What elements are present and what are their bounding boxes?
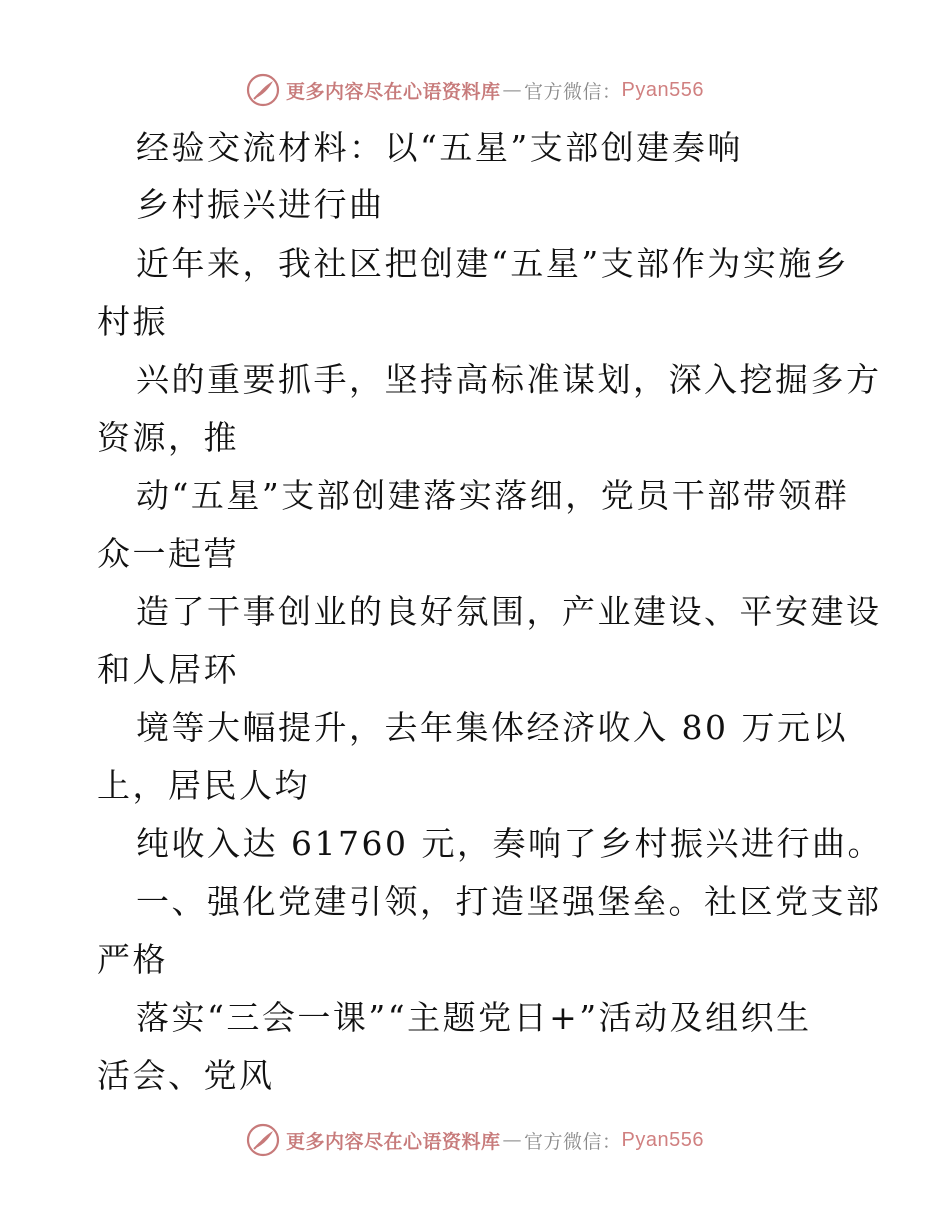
banner-main-text: 更多内容尽在心语资料库: [286, 80, 501, 103]
text-line: 资源，推: [97, 418, 239, 457]
text-line: 动“五星”支部创建落实落细，党员干部带领群: [136, 476, 850, 515]
text-line: 纯收入达 61760 元，奏响了乡村振兴进行曲。: [136, 824, 883, 863]
text-line: 兴的重要抓手，坚持高标准谋划，深入挖掘多方: [136, 360, 882, 399]
text-line: 经验交流材料：以“五星”支部创建奏响: [136, 128, 743, 167]
banner-dash: —: [502, 1129, 523, 1151]
banner-wechat-id: Pyan556: [621, 78, 704, 101]
text-line: 乡村振兴进行曲: [136, 185, 385, 224]
feather-pen-logo-icon: [246, 73, 280, 107]
feather-pen-logo-icon: [246, 1123, 280, 1157]
banner-wechat-label: 官方微信：: [524, 80, 622, 103]
text-line: 造了干事创业的良好氛围，产业建设、平安建设: [136, 592, 882, 631]
text-line: 境等大幅提升，去年集体经济收入 80 万元以: [136, 708, 848, 747]
text-line: 活会、党风: [97, 1056, 275, 1095]
footer-banner: [0, 1120, 950, 1160]
banner-dash: —: [502, 79, 523, 101]
text-line: 落实“三会一课”“主题党日+”活动及组织生: [136, 998, 812, 1037]
text-line: 一、强化党建引领，打造坚强堡垒。社区党支部: [136, 882, 882, 921]
header-banner: [0, 70, 950, 110]
text-line: 村振: [97, 302, 168, 341]
banner-wechat-label: 官方微信：: [524, 1130, 622, 1153]
text-line: 近年来，我社区把创建“五星”支部作为实施乡: [136, 244, 850, 283]
text-line: 和人居环: [97, 650, 239, 689]
banner-text: [286, 1127, 704, 1154]
banner-main-text: 更多内容尽在心语资料库: [286, 1130, 501, 1153]
text-line: 上，居民人均: [97, 766, 310, 805]
banner-wechat-id: Pyan556: [621, 1128, 704, 1151]
text-line: 众一起营: [97, 534, 239, 573]
text-line: 严格: [97, 940, 168, 979]
banner-text: [286, 77, 704, 104]
